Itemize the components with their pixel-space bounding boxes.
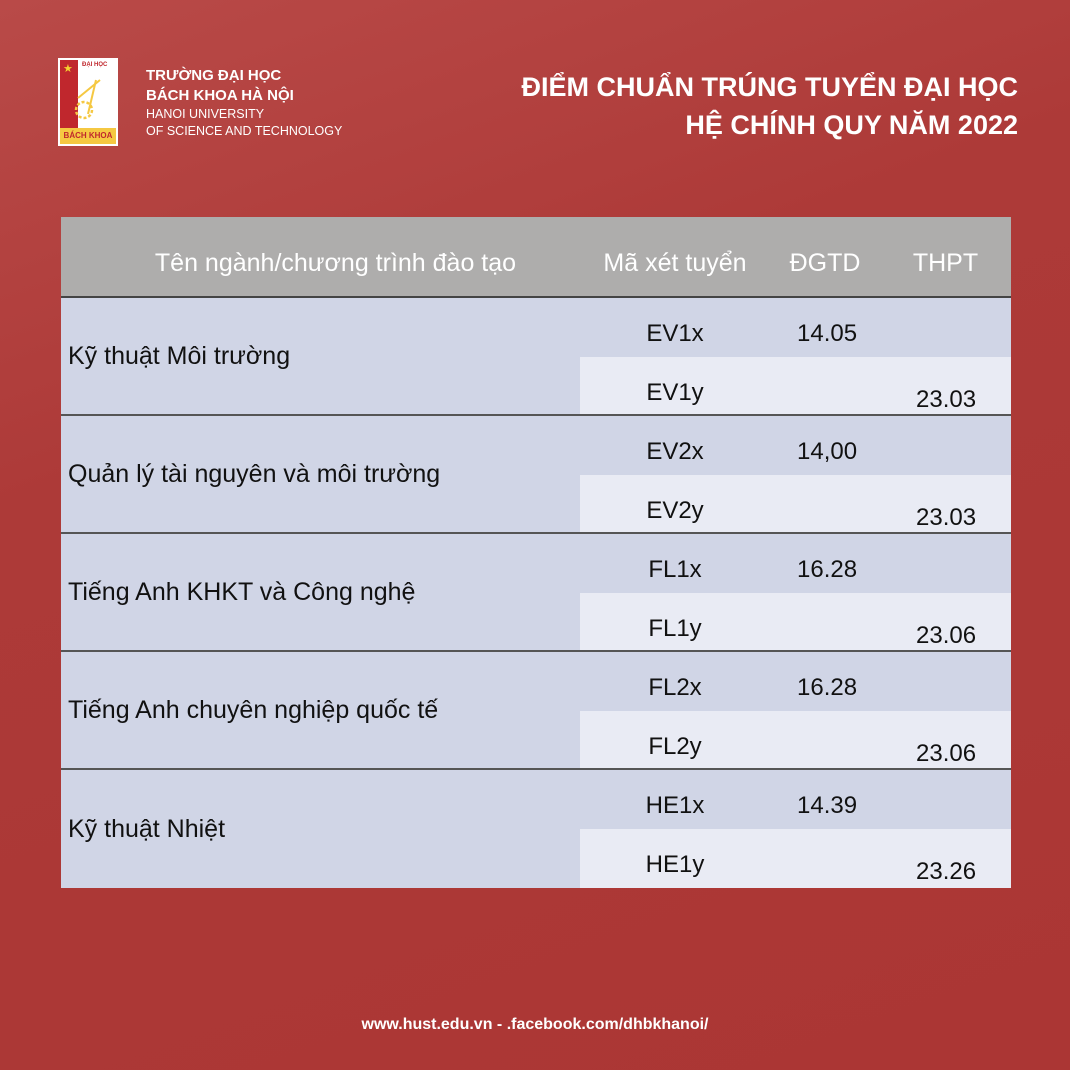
dgtd-score: 14,00 [797, 438, 858, 465]
code-x: EV1x [646, 320, 704, 347]
program-name: Tiếng Anh KHKT và Công nghệ [68, 577, 416, 606]
title-line2: HỆ CHÍNH QUY NĂM 2022 [685, 110, 1018, 140]
score-table [61, 217, 1011, 888]
program-name: Kỹ thuật Môi trường [68, 341, 291, 370]
logo-text: ĐẠI HỌC [82, 62, 108, 68]
code-x: EV2x [646, 438, 704, 465]
program-name: Quản lý tài nguyên và môi trường [68, 459, 441, 488]
logo-band: BÁCH KHOA [60, 128, 116, 144]
thpt-score: 23.03 [916, 504, 977, 531]
header-code: Mã xét tuyển [603, 249, 747, 277]
thpt-score: 23.03 [916, 386, 977, 413]
thpt-score: 23.06 [916, 622, 977, 649]
dgtd-score: 16.28 [797, 674, 858, 701]
code-y: EV2y [646, 497, 704, 524]
code-x: FL1x [648, 556, 702, 583]
program-name: Kỹ thuật Nhiệt [68, 814, 226, 843]
table-row-group [61, 416, 1011, 534]
hust-logo [58, 58, 118, 146]
uni-line3: HANOI UNIVERSITY [146, 107, 265, 121]
footer-links: www.hust.edu.vn - .facebook.com/dhbkhanoi/ [361, 1016, 709, 1033]
university-name [146, 66, 342, 140]
thpt-score: 23.26 [916, 858, 977, 885]
dgtd-score: 14.05 [797, 320, 858, 347]
dgtd-score: 14.39 [797, 792, 858, 819]
table-row-group [61, 534, 1011, 652]
program-name: Tiếng Anh chuyên nghiệp quốc tế [68, 695, 439, 724]
uni-line4: OF SCIENCE AND TECHNOLOGY [146, 124, 343, 138]
header-dgtd: ĐGTD [789, 249, 861, 277]
page-title [522, 68, 1019, 144]
table-row-group [61, 770, 1011, 888]
code-x: HE1x [645, 792, 705, 819]
code-y: EV1y [646, 379, 704, 406]
code-y: FL1y [648, 615, 702, 642]
code-x: FL2x [648, 674, 702, 701]
title-line1: ĐIỂM CHUẨN TRÚNG TUYỂN ĐẠI HỌC [521, 72, 1018, 102]
star-icon: ★ [63, 63, 73, 75]
uni-line2: BÁCH KHOA HÀ NỘI [146, 87, 294, 104]
dgtd-score: 16.28 [797, 556, 858, 583]
uni-line1: TRƯỜNG ĐẠI HỌC [146, 67, 282, 84]
table-row-group [61, 298, 1011, 416]
table-row-group [61, 652, 1011, 770]
header-thpt: THPT [912, 249, 979, 277]
thpt-score: 23.06 [916, 740, 977, 767]
table-header [61, 217, 1011, 298]
compass-gear-icon [70, 76, 104, 122]
code-y: FL2y [648, 733, 702, 760]
code-y: HE1y [645, 851, 705, 878]
header-program: Tên ngành/chương trình đào tạo [154, 249, 517, 277]
